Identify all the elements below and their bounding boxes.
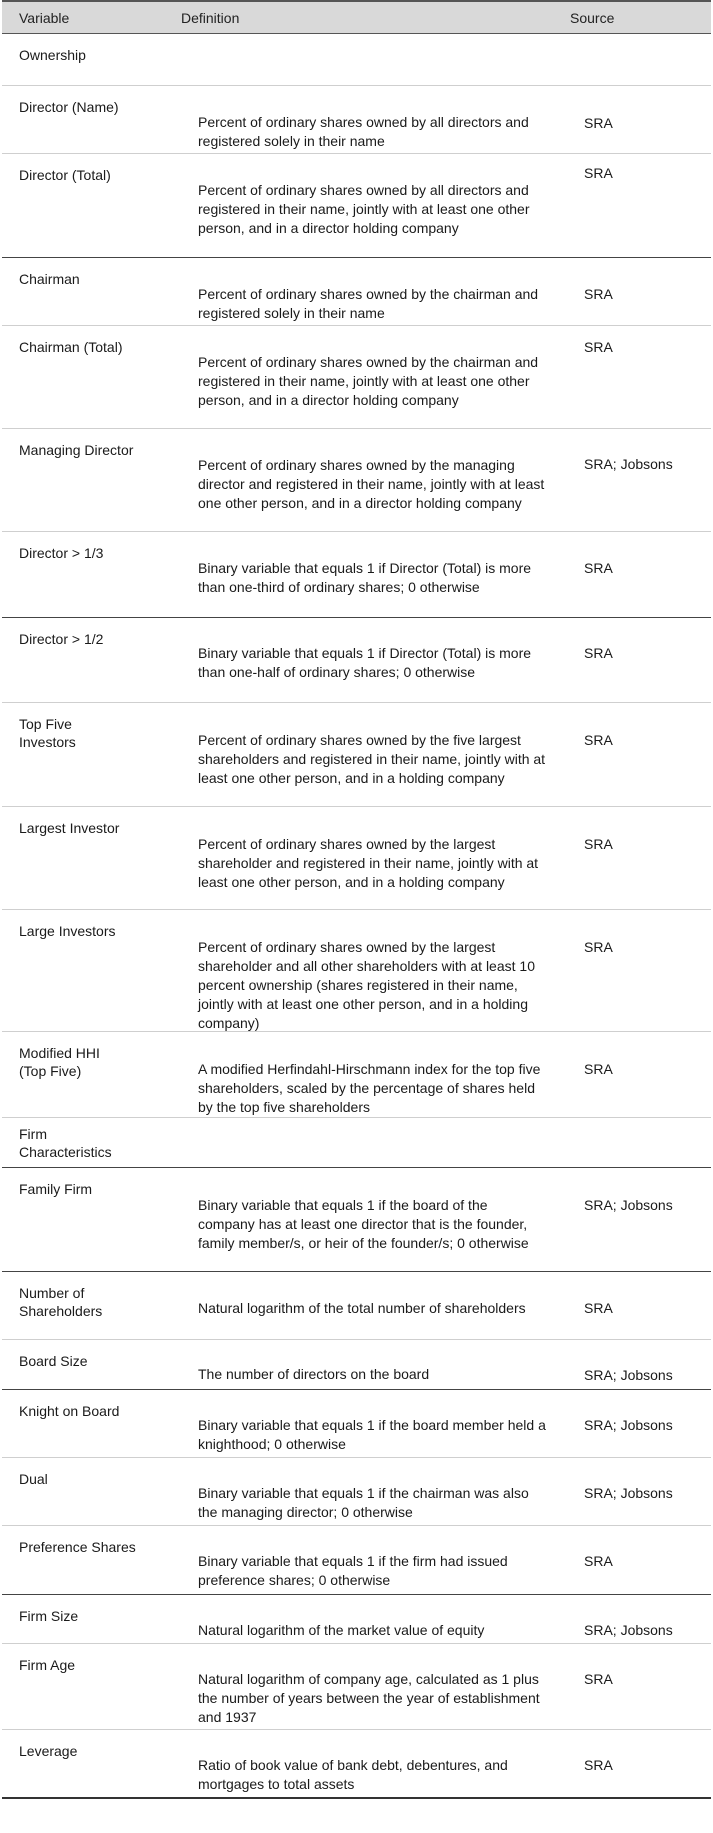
table-row [2,86,711,154]
variable-source: SRA [584,1757,613,1773]
section-row-ownership [2,34,711,86]
variable-source: SRA; Jobsons [584,1197,673,1213]
table-row [2,910,711,1032]
table-row [2,532,711,618]
variable-name: Director > 1/3 [19,545,104,561]
variable-definition: Percent of ordinary shares owned by the chairman and registered solely in their name [198,286,539,321]
table-row [2,807,711,910]
variable-name: Board Size [19,1353,88,1369]
variable-name: Large Investors [19,923,116,939]
variable-name: Firm Size [19,1608,79,1624]
variable-source: SRA; Jobsons [584,1417,673,1433]
variable-name: Knight on Board [19,1403,120,1419]
variable-name: Family Firm [19,1181,93,1197]
variable-source: SRA; Jobsons [584,1367,673,1383]
variable-source: SRA [584,165,613,181]
variable-source: SRA [584,1061,613,1077]
section-label: Ownership [19,47,86,63]
variable-name: Chairman (Total) [19,339,123,355]
variable-name: Director > 1/2 [19,631,104,647]
variable-definition: Percent of ordinary shares owned by the chairman and registered in their name, jointly with at least one other person, and in a director holding company [198,354,539,408]
table-row [2,1458,711,1526]
variable-source: SRA; Jobsons [584,1485,673,1501]
variable-source: SRA [584,1300,613,1316]
variable-definition: Natural logarithm of the total number of shareholders [198,1300,526,1316]
section-row-firm-characteristics [2,1118,711,1168]
table-row [2,618,711,703]
table-row [2,1644,711,1730]
variable-definition: The number of directors on the board [198,1366,430,1382]
variable-source: SRA [584,645,613,661]
variable-name: Leverage [19,1743,78,1759]
variable-source: SRA [584,560,613,576]
variable-definition: Binary variable that equals 1 if Director (Total) is more than one-third of ordinary shares; 0 otherwise [198,560,532,595]
variable-source: SRA; Jobsons [584,1622,673,1638]
variable-source: SRA [584,115,613,131]
table-row [2,703,711,807]
variable-definition: Natural logarithm of the market value of equity [198,1622,485,1638]
variable-name: Firm Age [19,1657,76,1673]
variable-source: SRA [584,836,613,852]
variable-definition: Percent of ordinary shares owned by the largest shareholder and registered in their name, jointly with at least one other person, and in a holding company [198,836,539,890]
variable-definitions-table [2,0,711,1799]
variable-definition: Binary variable that equals 1 if the firm had issued preference shares; 0 otherwise [198,1553,508,1588]
table-row [2,154,711,258]
variable-name: Preference Shares [19,1539,136,1555]
variable-source: SRA [584,1553,613,1569]
variable-definition: Binary variable that equals 1 if the chairman was also the managing director; 0 otherwise [198,1485,529,1520]
table-row [2,1168,711,1272]
variable-definition: Natural logarithm of company age, calculated as 1 plus the number of years between the year of establishment and 1937 [198,1671,540,1725]
variable-definition: Binary variable that equals 1 if the board member held a knighthood; 0 otherwise [198,1417,546,1452]
variable-source: SRA [584,732,613,748]
variable-name: Director (Total) [19,167,111,183]
variable-definition: Ratio of book value of bank debt, debentures, and mortgages to total assets [198,1757,508,1792]
table-row [2,1272,711,1340]
variable-source: SRA [584,339,613,355]
variable-name: Top Five Investors [19,716,76,750]
table-row [2,1390,711,1458]
variable-source: SRA [584,939,613,955]
table-row [2,1032,711,1118]
variable-definition: Percent of ordinary shares owned by the largest shareholder and all other shareholders with at least 10 percent ownership (shares registered in their name, jointly with at least one other person, and in a holding company) [198,939,535,1031]
table-row [2,258,711,326]
variable-name: Number of Shareholders [19,1285,103,1319]
variable-source: SRA [584,286,613,302]
header-definition: Definition [181,10,240,26]
variable-definition: Percent of ordinary shares owned by all directors and registered solely in their name [198,114,529,149]
variable-name: Managing Director [19,442,134,458]
variable-definition: Binary variable that equals 1 if the board of the company has at least one director that is the founder, family member/s, or heir of the founder/s; 0 otherwise [198,1197,529,1251]
section-label: Firm Characteristics [19,1126,112,1160]
table-row [2,1730,711,1799]
variable-name: Director (Name) [19,99,119,115]
table-row [2,1526,711,1595]
variable-source: SRA; Jobsons [584,456,673,472]
variable-definition: Percent of ordinary shares owned by the five largest shareholders and registered in their name, jointly with at least one other person, and in a holding company [198,732,546,786]
table-header [2,0,711,34]
variable-source: SRA [584,1671,613,1687]
table-row [2,1340,711,1390]
variable-name: Dual [19,1471,48,1487]
header-variable: Variable [19,10,70,26]
table-row [2,326,711,429]
table-row [2,1595,711,1644]
variable-definition: Percent of ordinary shares owned by all directors and registered in their name, jointly with at least one other person, and in a director holding company [198,182,530,236]
table-row [2,429,711,532]
variable-definition: Binary variable that equals 1 if Director (Total) is more than one-half of ordinary shares; 0 otherwise [198,645,532,680]
variable-name: Chairman [19,271,80,287]
variable-name: Modified HHI (Top Five) [19,1045,100,1079]
variable-name: Largest Investor [19,820,120,836]
variable-definition: A modified Herfindahl-Hirschmann index for the top five shareholders, scaled by the percentage of shares held by the top five shareholders [198,1061,541,1115]
variable-definition: Percent of ordinary shares owned by the managing director and registered in their name, jointly with at least one other person, and in a director holding company [198,457,545,511]
header-source: Source [570,10,615,26]
